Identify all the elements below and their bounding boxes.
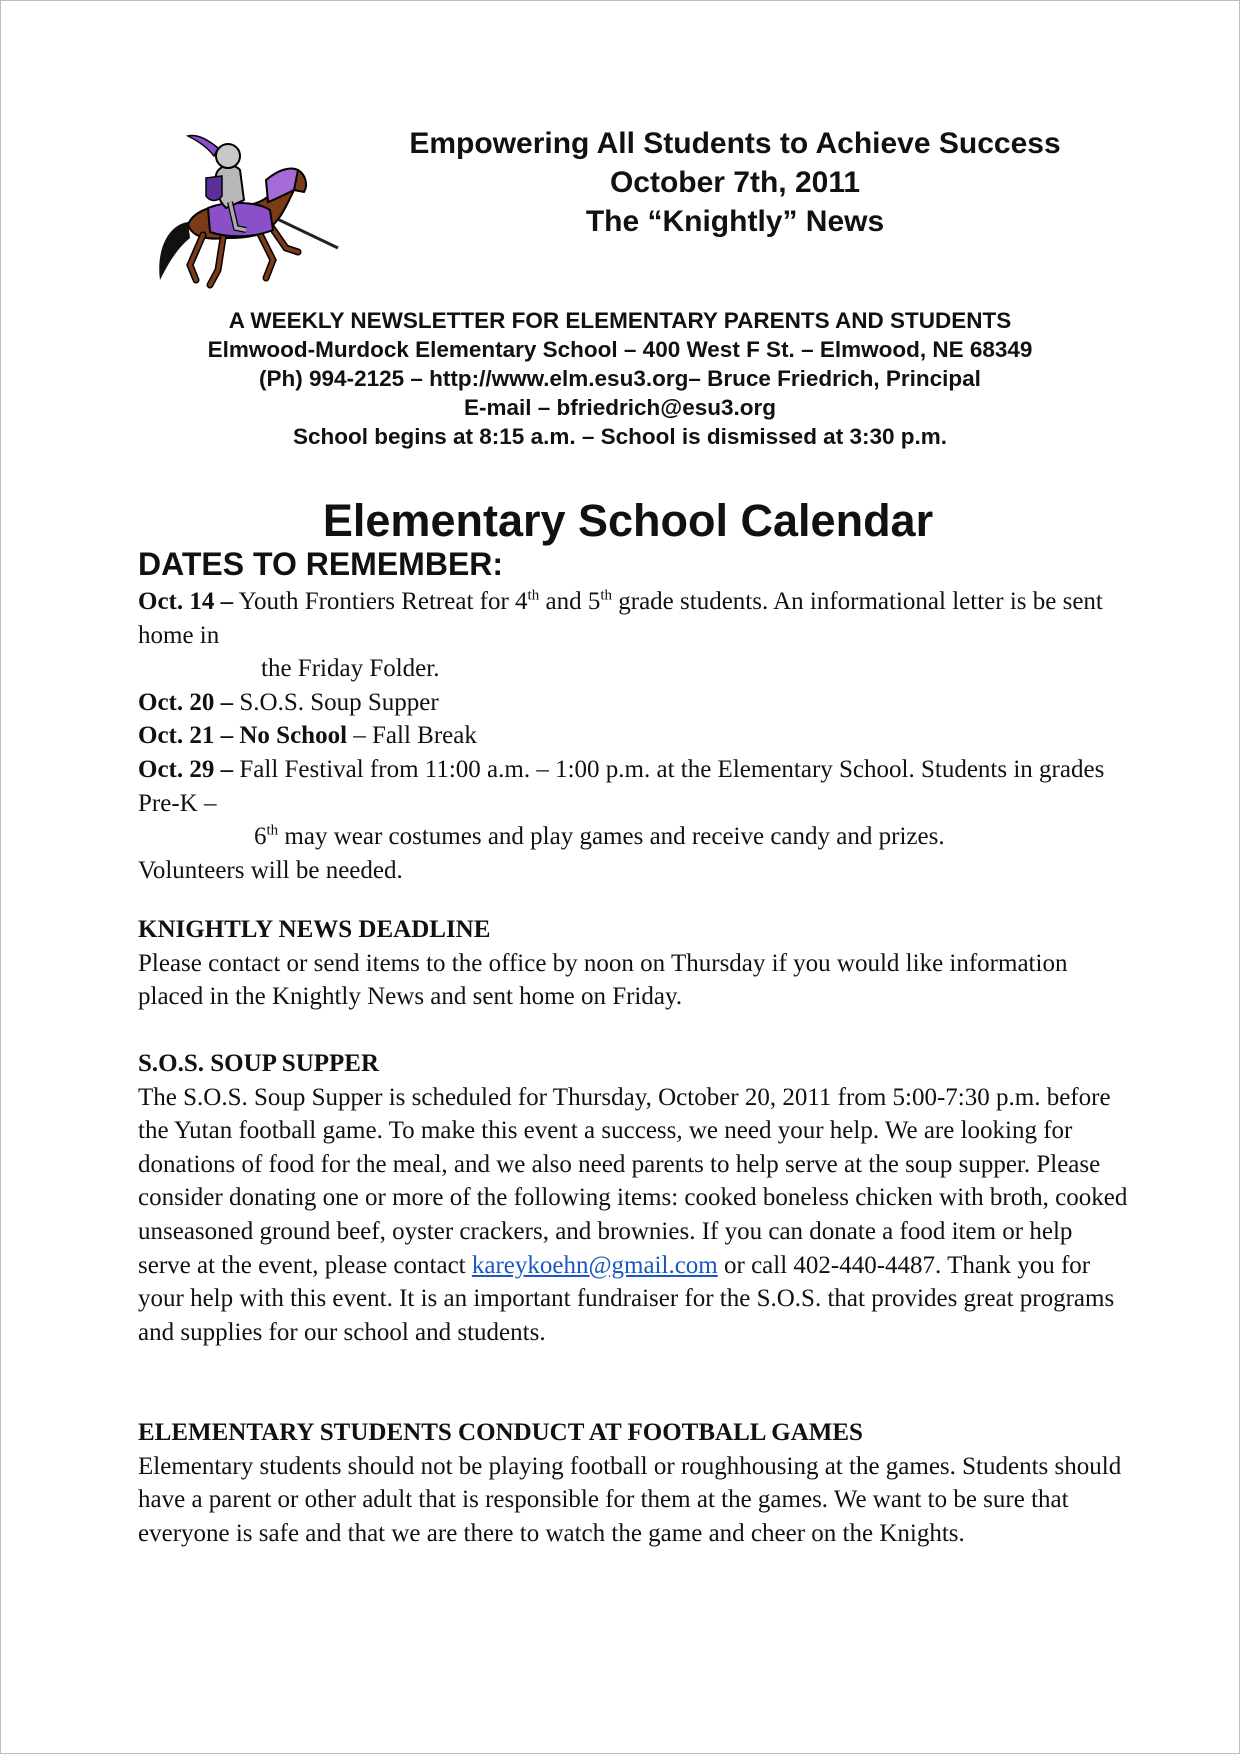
soup-supper-section [138, 1047, 1128, 1349]
calendar-entry: Oct. 14 – Youth Frontiers Retreat for 4th and 5th grade students. An informational letter is be sent home in [138, 587, 1103, 649]
section-text: The S.O.S. Soup Supper is scheduled for Thursday, October 20, 2011 from 5:00-7:30 p.m. before the Yutan football game. To make this event a success, we need your help. We are looking for donations of food for the meal, and we also need parents to help serve at the soup supper. Please consider donating one or more of the following items: cooked boneless chicken with broth, cooked unseasoned ground beef, oyster crackers, and brownies. If you can donate a food item or help serve at the event, please contact kareykoehn@gmail.com or call 402-440-4487. Thank you for your help with this event. It is an important fundraiser for the S.O.S. that provides great programs and supplies for our school and students. [138, 1083, 1128, 1346]
deadline-section [138, 913, 1128, 1014]
contact-email-link[interactable]: kareykoehn@gmail.com [471, 1251, 718, 1279]
section-heading: ELEMENTARY STUDENTS CONDUCT AT FOOTBALL GAMES [138, 1419, 863, 1446]
calendar-entry: Oct. 20 – S.O.S. Soup Supper [138, 688, 439, 716]
school-info [100, 306, 1140, 451]
newsletter-subtitle: A WEEKLY NEWSLETTER FOR ELEMENTARY PARENTS AND STUDENTS [228, 308, 1012, 333]
calendar-entry-continued: the Friday Folder. [261, 655, 440, 683]
newsletter-header [340, 124, 1130, 241]
calendar-entry: Oct. 21 – No School – Fall Break [138, 722, 477, 750]
calendar-title: Elementary School Calendar [322, 495, 934, 546]
school-phone-website: (Ph) 994-2125 – http://www.elm.esu3.org– Bruce Friedrich, Principal [259, 366, 981, 391]
conduct-section [138, 1416, 1128, 1550]
motto: Empowering All Students to Achieve Success [409, 127, 1061, 160]
section-heading: KNIGHTLY NEWS DEADLINE [138, 916, 491, 943]
entry-date: Oct. 14 – [138, 588, 234, 615]
school-hours: School begins at 8:15 a.m. – School is dismissed at 3:30 p.m. [293, 424, 947, 449]
calendar-entry-continued: 6th may wear costumes and play games and receive candy and prizes. [254, 822, 945, 851]
section-text: Elementary students should not be playing football or roughhousing at the games. Students should have a parent or other adult that is responsible for them at the games. We want to be sure that everyone is safe and that we are there to watch the game and cheer on the Knights. [138, 1452, 1122, 1547]
entry-date: Oct. 29 – [138, 755, 234, 783]
knight-logo-icon [148, 130, 344, 292]
entry-date: Oct. 20 – [138, 688, 234, 716]
dates-heading: DATES TO REMEMBER: [138, 546, 504, 582]
newsletter-title: The “Knightly” News [585, 205, 885, 238]
section-heading: S.O.S. SOUP SUPPER [138, 1050, 380, 1077]
calendar-entry-continued: Volunteers will be needed. [138, 856, 403, 884]
entry-date: Oct. 21 – [138, 722, 234, 750]
section-text: Please contact or send items to the office by noon on Thursday if you would like information placed in the Knightly News and sent home on Friday. [138, 949, 1068, 1011]
school-email: E-mail – bfriedrich@esu3.org [463, 395, 777, 420]
calendar-list [138, 585, 1128, 887]
issue-date: October 7th, 2011 [609, 166, 861, 199]
calendar-entry: Oct. 29 – Fall Festival from 11:00 a.m. – 1:00 p.m. at the Elementary School. Students in grades Pre-K – [138, 755, 1105, 817]
school-address: Elmwood-Murdock Elementary School – 400 West F St. – Elmwood, NE 68349 [207, 337, 1033, 362]
